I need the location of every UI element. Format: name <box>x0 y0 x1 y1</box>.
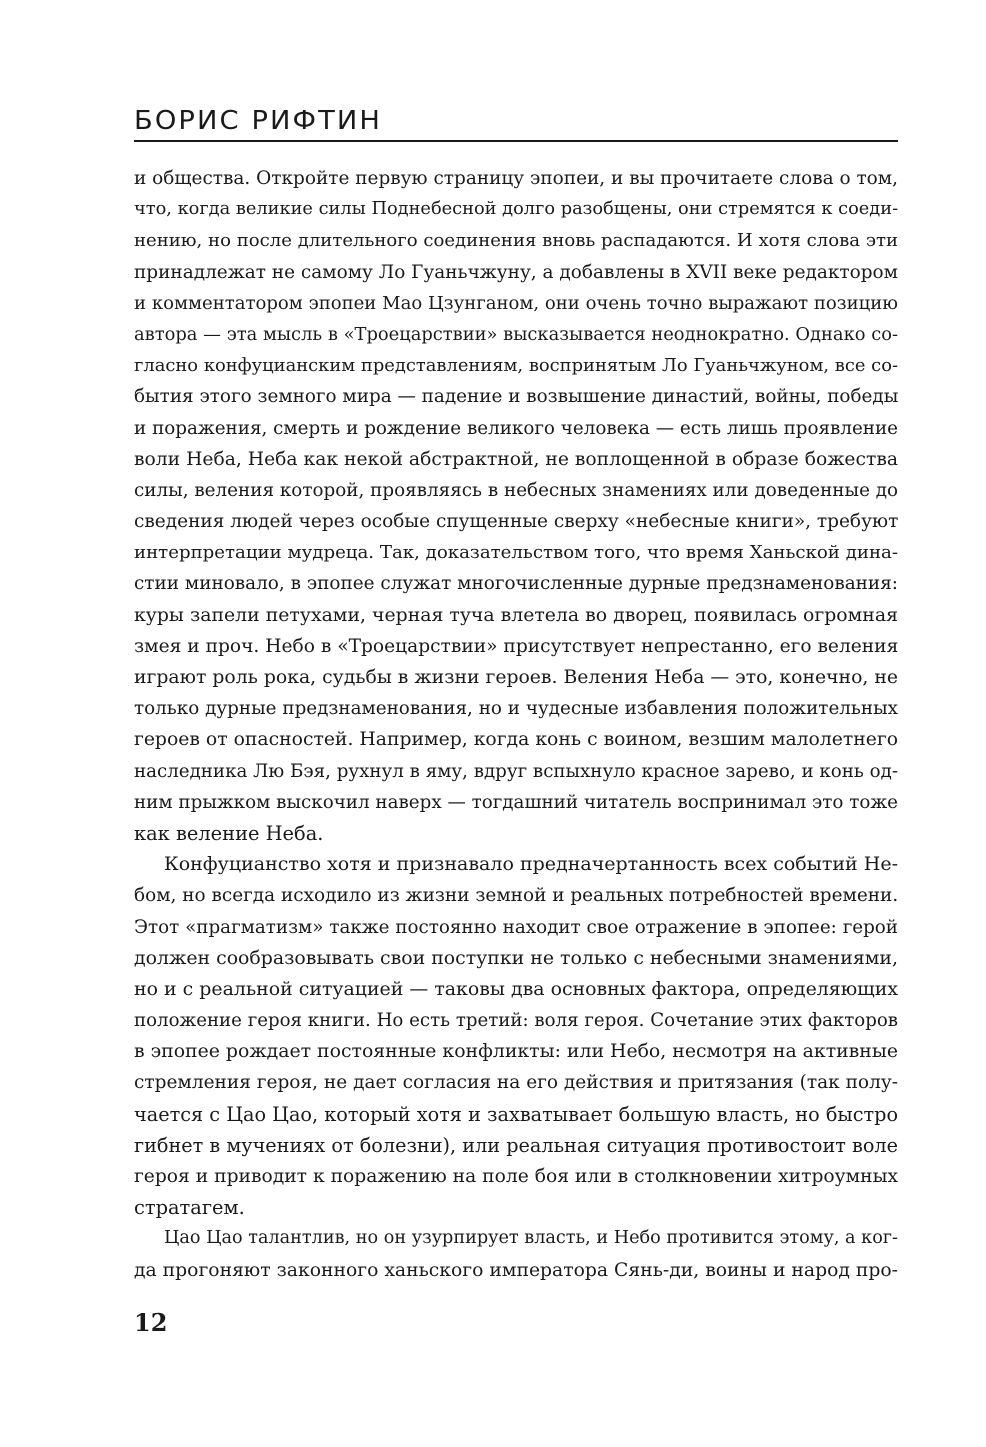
text-line: стратагем. <box>134 1196 245 1220</box>
paragraph-3 <box>134 1223 898 1285</box>
text-line: сведения людей через особые спущенные сверху «небесные книги», требуют <box>134 511 899 533</box>
text-line: воли Неба, Неба как некой абстрактной, не воплощенной в образе божества <box>134 448 898 470</box>
text-line: и комментатором эпопеи Мао Цзунганом, они очень точно выражают позицию <box>134 292 898 314</box>
text-line: героя и приводит к поражению на поле боя или в столкновении хитроумных <box>134 1166 898 1187</box>
text-body <box>134 163 898 1286</box>
text-line: силы, веления которой, проявляясь в небесных знамениях или доведенные до <box>134 479 899 501</box>
text-line: нению, но после длительного соединения вновь распадаются. И хотя слова эти <box>134 230 898 252</box>
running-head <box>134 100 898 142</box>
text-line: положение героя книги. Но есть третий: воля героя. Сочетание этих факторов <box>134 1010 898 1032</box>
text-line: только дурные предзнаменования, но и чудесные избавления положительных <box>134 698 898 720</box>
author-name: БОРИС РИФТИН <box>134 106 383 136</box>
text-line: змея и проч. Небо в «Троецарствии» присутствует непрестанно, его веления <box>134 635 899 657</box>
text-line: играют роль рока, судьбы в жизни героев. Веления Неба — это, конечно, не <box>134 667 898 688</box>
text-line: стии миновало, в эпопее служат многочисленные дурные предзнаменования: <box>134 573 898 595</box>
text-line: но и с реальной ситуацией — таковы два основных фактора, определяющих <box>134 977 898 1000</box>
text-line: бытия этого земного мира — падение и возвышение династий, войны, победы <box>134 386 899 408</box>
text-line: принадлежат не самому Ло Гуаньчжуну, а добавлены в XVII веке редактором <box>134 261 898 283</box>
text-line: да прогоняют законного ханьского императора Сянь-ди, воины и народ про- <box>134 1259 898 1281</box>
text-line: в эпопее рождает постоянные конфликты: или Небо, несмотря на активные <box>134 1041 898 1063</box>
text-line: ним прыжком выскочил наверх — тогдашний читатель воспринимал это тоже <box>134 791 898 813</box>
text-line: чается с Цао Цао, который хотя и захватывает большую власть, но быстро <box>134 1102 899 1126</box>
text-line: бом, но всегда исходило из жизни земной и реальных потребностей времени. <box>134 885 899 907</box>
text-line: Конфуцианство хотя и признавало предначертанность всех событий Не- <box>164 853 898 876</box>
page-number: 12 <box>134 1308 168 1337</box>
text-line: и поражения, смерть и рождение великого человека — есть лишь проявление <box>134 417 898 439</box>
text-line: интерпретации мудреца. Так, доказательством того, что время Ханьской дина- <box>134 542 898 564</box>
paragraph-1 <box>134 163 898 849</box>
text-line: Цао Цао талантлив, но он узурпирует власть, и Небо противится этому, а ког- <box>164 1228 898 1249</box>
text-line: наследника Лю Бэя, рухнул в яму, вдруг вспыхнуло красное зарево, и конь од- <box>134 760 898 782</box>
text-line: автора — эта мысль в «Троецарствии» высказывается неоднократно. Однако со- <box>134 323 898 345</box>
text-line: гласно конфуцианским представлениям, воспринятым Ло Гуаньчжуном, все со- <box>134 355 898 377</box>
text-line: гибнет в мучениях от болезни), или реальная ситуация противостоит воле <box>134 1133 898 1157</box>
text-line: должен сообразовывать свои поступки не только с небесными знамениями, <box>134 946 898 969</box>
paragraph-2 <box>134 849 898 1223</box>
text-line: как веление Неба. <box>134 821 324 845</box>
text-line: куры запели петухами, черная туча влетела во дворец, появилась огромная <box>134 604 898 626</box>
text-line: Этот «прагматизм» также постоянно находит свое отражение в эпопее: герой <box>134 916 898 938</box>
text-line: стремления героя, не дает согласия на его действия и притязания (так полу- <box>134 1072 898 1094</box>
text-line: героев от опасностей. Например, когда конь с воином, везшим малолетнего <box>134 729 898 751</box>
text-line: что, когда великие силы Поднебесной долго разобщены, они стремятся к соеди- <box>134 199 899 220</box>
text-line: и общества. Откройте первую страницу эпопеи, и вы прочитаете слова о том, <box>134 168 898 189</box>
